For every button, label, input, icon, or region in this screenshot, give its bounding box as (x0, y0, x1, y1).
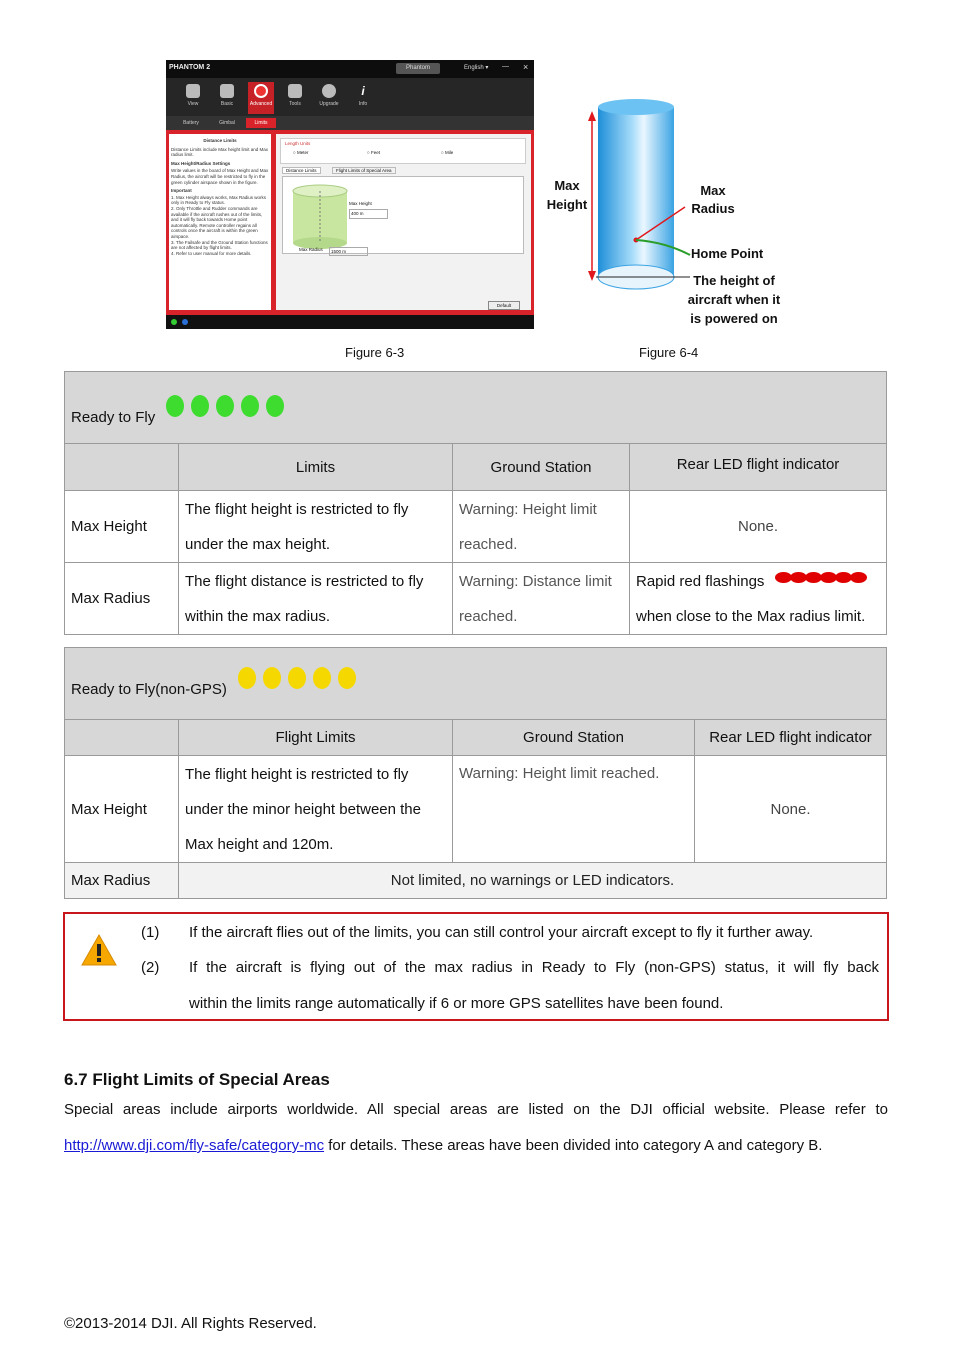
limits-panel (166, 130, 534, 315)
view-tool[interactable]: View (180, 82, 206, 114)
led-dot (850, 572, 867, 583)
home-point-label: Home Point (691, 246, 764, 261)
row-led (630, 563, 887, 635)
view-icon (186, 84, 200, 98)
led-dot (313, 667, 331, 689)
section-heading: 6.7 Flight Limits of Special Areas (64, 1070, 330, 1089)
table-title-cell (65, 372, 887, 444)
table-title: Ready to Fly(non-GPS) (71, 680, 227, 698)
row-name: Max Height (65, 756, 179, 863)
app-title: PHANTOM 2 (169, 64, 211, 71)
max-height-input[interactable]: 400 m (349, 209, 388, 219)
table-row (65, 491, 887, 563)
led-dot (191, 395, 209, 417)
note-number: (2) (141, 959, 160, 976)
help-point: 3. The Failsafe and the Ground Station functions are not affected by flight limits. (171, 239, 268, 251)
tab-special-area[interactable]: Flight Limits of Special Area (332, 167, 396, 174)
help-point: 4. Refer to user manual for more details. (171, 250, 252, 256)
info-tool[interactable]: i Info (350, 82, 376, 114)
row-name: Max Radius (65, 563, 179, 635)
status-bar (166, 315, 534, 329)
row-led: None. (630, 491, 887, 563)
help-body: Write values in the board of Max Height and Max Radius, the aircraft will be restricted to fly in the green cylinder airspace shown in the figure. (171, 168, 269, 185)
help-subtitle: Max Height/Radius Settings (171, 160, 231, 166)
mode-button[interactable]: Phantom (396, 63, 440, 74)
header-empty (65, 444, 179, 491)
led-dot (338, 667, 356, 689)
led-dot (241, 395, 259, 417)
row-merged: Not limited, no warnings or LED indicators. (179, 863, 887, 899)
max-radius-input[interactable]: 1500 m (329, 247, 368, 256)
header-rear-led: Rear LED flight indicator (630, 444, 887, 491)
row-limits: The flight height is restricted to fly under the minor height between the Max height and 120m. (179, 756, 453, 863)
led-dot (266, 395, 284, 417)
header-limits: Limits (179, 444, 453, 491)
row-limits: The flight distance is restricted to fly within the max radius. (179, 563, 453, 635)
led-text: when close to the Max radius limit. (636, 607, 866, 625)
powered-on-label: The height of aircraft when it is powered on (687, 273, 781, 326)
basic-tool[interactable]: Basic (214, 82, 240, 114)
help-pane (169, 134, 271, 310)
language-select[interactable]: English ▾ (464, 65, 489, 71)
header-empty (65, 720, 179, 756)
figure-6-4-caption: Figure 6-4 (639, 345, 699, 360)
row-ground-station: Warning: Height limit reached. (453, 491, 630, 563)
green-led-indicator (159, 397, 284, 414)
tab-distance-limits[interactable]: Distance Limits (282, 167, 321, 174)
note-text: If the aircraft flies out of the limits, you can still control your aircraft except to fly it further away. (189, 924, 814, 941)
table-row (65, 863, 887, 899)
help-important: Important (171, 188, 192, 194)
section-text-line2 (64, 1137, 822, 1154)
warning-notes (63, 912, 889, 1021)
header-ground-station: Ground Station (453, 720, 695, 756)
unit-meter-radio[interactable]: ○ Meter (293, 150, 309, 155)
settings-pane (276, 134, 531, 310)
led-text: Rapid red flashings (636, 572, 765, 590)
header-ground-station: Ground Station (453, 444, 630, 491)
led-dot (263, 667, 281, 689)
max-height-label: Max Height (546, 178, 588, 212)
row-name: Max Radius (65, 863, 179, 899)
connection-status-icon (171, 319, 177, 325)
default-button[interactable]: Default (488, 301, 520, 310)
yellow-led-indicator (231, 669, 356, 686)
advanced-tool[interactable]: Advanced (248, 82, 274, 114)
green-cylinder (289, 183, 353, 251)
note-number: (1) (141, 924, 160, 941)
copyright-footer: ©2013-2014 DJI. All Rights Reserved. (64, 1315, 317, 1332)
led-dot (166, 395, 184, 417)
unit-feet-radio[interactable]: ○ Feet (367, 150, 380, 155)
table-row (65, 563, 887, 635)
unit-mile-radio[interactable]: ○ Mile (441, 150, 454, 155)
tab-battery[interactable]: Battery (183, 120, 199, 126)
tab-limits[interactable]: Limits (246, 118, 276, 128)
section-text-rest: for details. These areas have been divided into category A and category B. (324, 1137, 823, 1154)
note-text: If the aircraft is flying out of the max radius in Ready to Fly (non-GPS) status, it will fly back (189, 959, 879, 976)
sub-tabs (166, 116, 534, 130)
dji-fly-safe-link[interactable]: http://www.dji.com/fly-safe/category-mc (64, 1137, 325, 1154)
distance-limits-view (282, 176, 524, 254)
table-title-cell (65, 648, 887, 720)
row-name: Max Height (65, 491, 179, 563)
upgrade-tool[interactable]: Upgrade (316, 82, 342, 114)
help-intro: Distance Limits include Max height limit and Max radius limit. (171, 146, 269, 158)
close-button[interactable]: × (523, 62, 529, 72)
header-rear-led: Rear LED flight indicator (695, 720, 887, 756)
minimize-button[interactable]: — (502, 63, 509, 70)
assistant-screenshot (166, 60, 534, 329)
led-dot (216, 395, 234, 417)
length-units-group (280, 138, 526, 164)
length-units-label: Length Units (285, 141, 311, 146)
note-text: within the limits range automatically if 6 or more GPS satellites have been found. (189, 995, 724, 1012)
header-flight-limits: Flight Limits (179, 720, 453, 756)
figure-6-3-caption: Figure 6-3 (345, 345, 405, 360)
warning-icon (80, 933, 118, 967)
help-title: Distance Limits (203, 138, 237, 143)
led-dot (238, 667, 256, 689)
max-height-label: Max Height (349, 201, 372, 206)
table-row (65, 756, 887, 863)
led-dot (288, 667, 306, 689)
wrench-icon (220, 84, 234, 98)
info-icon: i (361, 84, 365, 98)
table-title: Ready to Fly (71, 408, 156, 426)
row-ground-station: Warning: Distance limit reached. (453, 563, 630, 635)
ready-to-fly-table (64, 371, 887, 635)
row-led: None. (695, 756, 887, 863)
non-gps-table (64, 647, 887, 899)
tab-gimbal[interactable]: Gimbal (219, 120, 235, 126)
max-radius-label: Max Radius (691, 183, 735, 216)
device-status-icon (182, 319, 188, 325)
row-ground-station: Warning: Height limit reached. (453, 756, 695, 863)
tools-tool[interactable]: Tools (282, 82, 308, 114)
upgrade-icon (322, 84, 336, 98)
section-text: Special areas include airports worldwide. All special areas are listed on the DJI official website. Please refer to (64, 1101, 888, 1118)
advanced-gear-icon (254, 84, 268, 98)
toolbox-icon (288, 84, 302, 98)
app-titlebar (166, 60, 534, 78)
help-point: 1. Max Height always works, Max Radius works only in Ready to Fly status. (171, 194, 267, 206)
red-led-indicator (777, 569, 867, 586)
max-radius-label: Max Radius (299, 247, 323, 252)
help-point: 2. Only Throttle and Rudder commands are available if the aircraft rushes out of the limits, and it will fly back towards Home point automatically. Remote controller regains all controls once the aircraft is within the green airspace. (171, 205, 263, 239)
app-toolbar (166, 78, 534, 116)
row-limits: The flight height is restricted to fly under the max height. (179, 491, 453, 563)
